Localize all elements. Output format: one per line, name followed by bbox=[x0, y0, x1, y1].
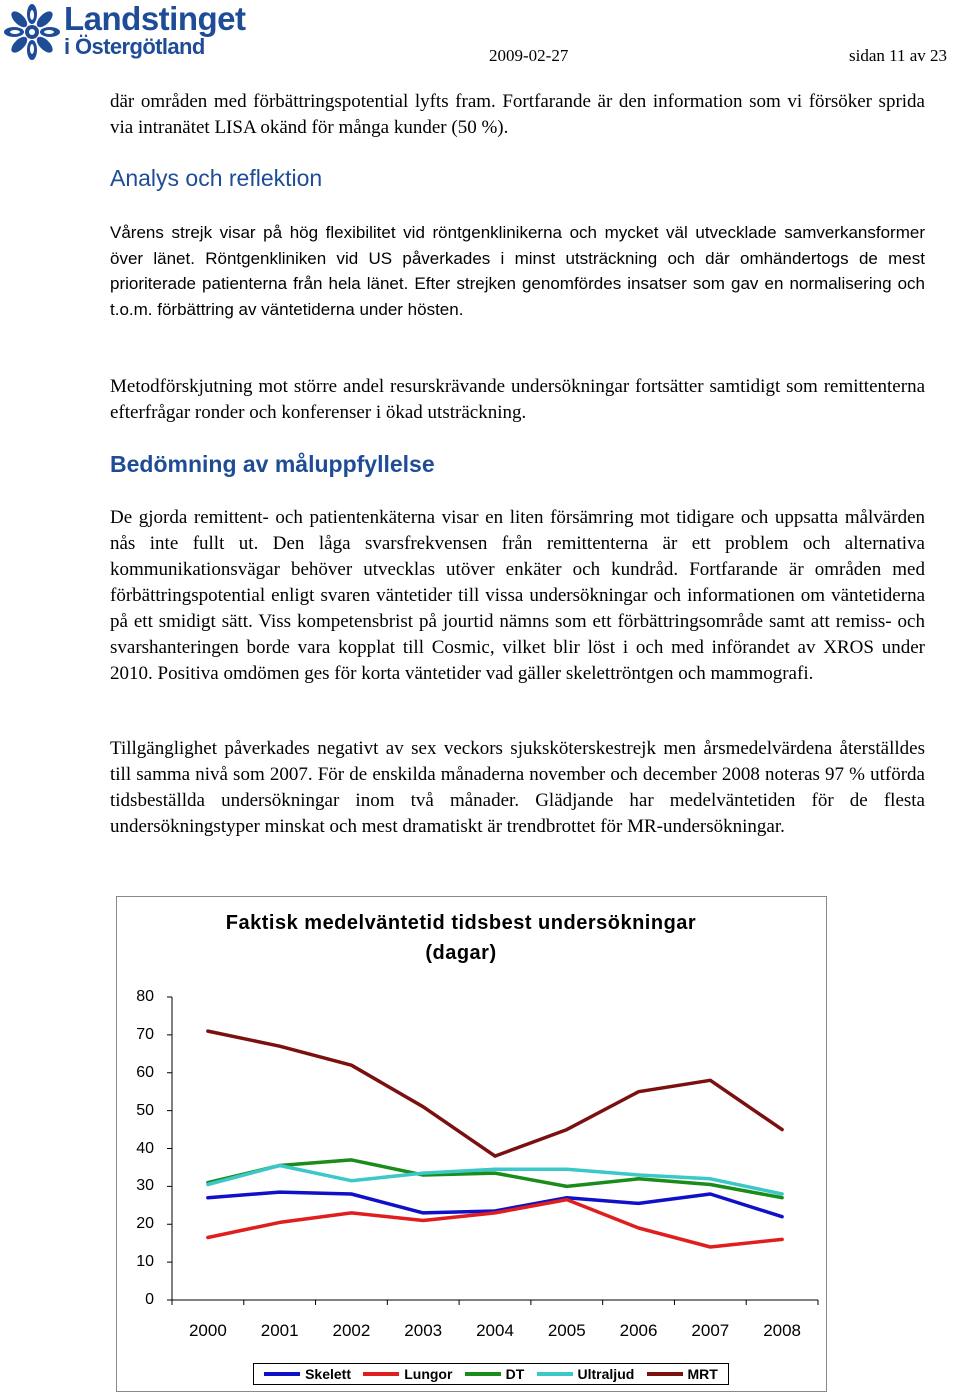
y-tick-label: 30 bbox=[136, 1177, 154, 1195]
x-tick-label: 2000 bbox=[188, 1321, 227, 1340]
series-line-lungor bbox=[208, 1200, 782, 1247]
legend-swatch bbox=[465, 1372, 501, 1376]
chart-legend bbox=[253, 1363, 729, 1385]
x-tick-label: 2006 bbox=[619, 1321, 658, 1340]
series-line-mrt bbox=[208, 1031, 782, 1156]
x-tick-label: 2002 bbox=[332, 1321, 371, 1340]
legend-swatch bbox=[537, 1372, 573, 1376]
legend-item-lungor bbox=[363, 1366, 452, 1382]
bedomning-paragraph-2: Tillgänglighet påverkades negativt av sex veckors sjuksköterskestrejk men årsmedelvärdena återställdes till samma nivå som 2007. För de enskilda månaderna november och december 2008 noteras 97 % utförda tidsbeställda undersökningar inom två månader. Glädjande har medelväntetiden för de flesta undersökningstyper minskat och mest dramatiskt är trendbrottet för MR-undersökningar. bbox=[110, 738, 925, 837]
chart-title-line1: Faktisk medelväntetid tidsbest undersökningar bbox=[225, 912, 697, 934]
y-tick-label: 10 bbox=[136, 1253, 154, 1271]
y-tick-label: 80 bbox=[136, 988, 154, 1005]
header-page-number: sidan 11 av 23 bbox=[849, 46, 948, 65]
x-tick-label: 2003 bbox=[404, 1321, 443, 1340]
heading-bedomning: Bedömning av måluppfyllelse bbox=[110, 451, 435, 477]
analys-paragraph-2: Metodförskjutning mot större andel resurskrävande undersökningar fortsätter samtidigt som remittenterna efterfrågar ronder och konferenser i ökad utsträckning. bbox=[110, 376, 925, 423]
y-tick-label: 40 bbox=[136, 1139, 154, 1157]
legend-item-mrt bbox=[647, 1366, 718, 1382]
intro-paragraph: där områden med förbättringspotential lyfts fram. Fortfarande är den information som vi försöker sprida via intranätet LISA okänd för många kunder (50 %). bbox=[110, 91, 925, 138]
y-tick-label: 50 bbox=[136, 1101, 154, 1119]
x-tick-label: 2005 bbox=[547, 1321, 586, 1340]
logo-text-line1: Landstinget bbox=[64, 0, 246, 37]
y-tick-label: 60 bbox=[136, 1063, 154, 1081]
legend-label: MRT bbox=[687, 1366, 718, 1382]
analys-paragraph-1: Vårens strejk visar på hög flexibilitet vid röntgenklinikerna och mycket väl utvecklade samverkansformer över länet. Röntgenkliniken vid US påverkades i minst utsträckning och där omhändertogs de mest prioriterade patienterna från hela länet. Efter strejken genomfördes insatser som gav en normalisering och t.o.m. förbättring av väntetiderna under hösten. bbox=[110, 223, 925, 319]
legend-label: DT bbox=[505, 1366, 525, 1382]
legend-item-ultraljud bbox=[537, 1366, 635, 1382]
heading-analys: Analys och reflektion bbox=[110, 165, 323, 191]
legend-swatch bbox=[264, 1372, 300, 1376]
legend-label: Lungor bbox=[404, 1366, 453, 1382]
x-tick-label: 2001 bbox=[260, 1321, 299, 1340]
legend-swatch bbox=[363, 1372, 399, 1376]
y-tick-label: 20 bbox=[136, 1215, 154, 1233]
x-tick-label: 2004 bbox=[476, 1321, 514, 1340]
y-tick-label: 70 bbox=[136, 1025, 154, 1043]
y-tick-label: 0 bbox=[145, 1291, 154, 1308]
legend-item-skelett bbox=[264, 1366, 351, 1382]
series-line-ultraljud bbox=[208, 1166, 782, 1195]
legend-label: Ultraljud bbox=[577, 1366, 635, 1382]
x-tick-label: 2007 bbox=[691, 1321, 730, 1340]
chart-title-line2: (dagar) bbox=[425, 942, 497, 964]
header-date: 2009-02-27 bbox=[489, 46, 569, 65]
logo-text-line2: i Östergötland bbox=[64, 34, 205, 59]
x-tick-label: 2008 bbox=[763, 1321, 802, 1340]
legend-swatch bbox=[647, 1372, 683, 1376]
legend-label: Skelett bbox=[305, 1366, 352, 1382]
bedomning-paragraph-1: De gjorda remittent- och patientenkäterna visar en liten försämring mot tidigare och uppsatta målvärden nås inte fullt ut. Den låga svarsfrekvensen från remittenterna är ett problem och alternativa kommunikationsvägar behöver utvecklas utöver enkäter och kundråd. Fortfarande är områden med förbättringspotential enligt svaren väntetider till vissa undersökningar och informationen om väntetiderna på ett smidigt sätt. Viss kompetensbrist på jourtid nämns som ett förbättringsområde samt att remiss- och svarshanteringen borde vara kopplat till Cosmic, vilket blir löst i och med införandet av XROS under 2010. Positiva omdömen ges för korta väntetider vad gäller skelettröntgen och mammografi. bbox=[110, 507, 925, 684]
legend-item-dt bbox=[465, 1366, 525, 1382]
